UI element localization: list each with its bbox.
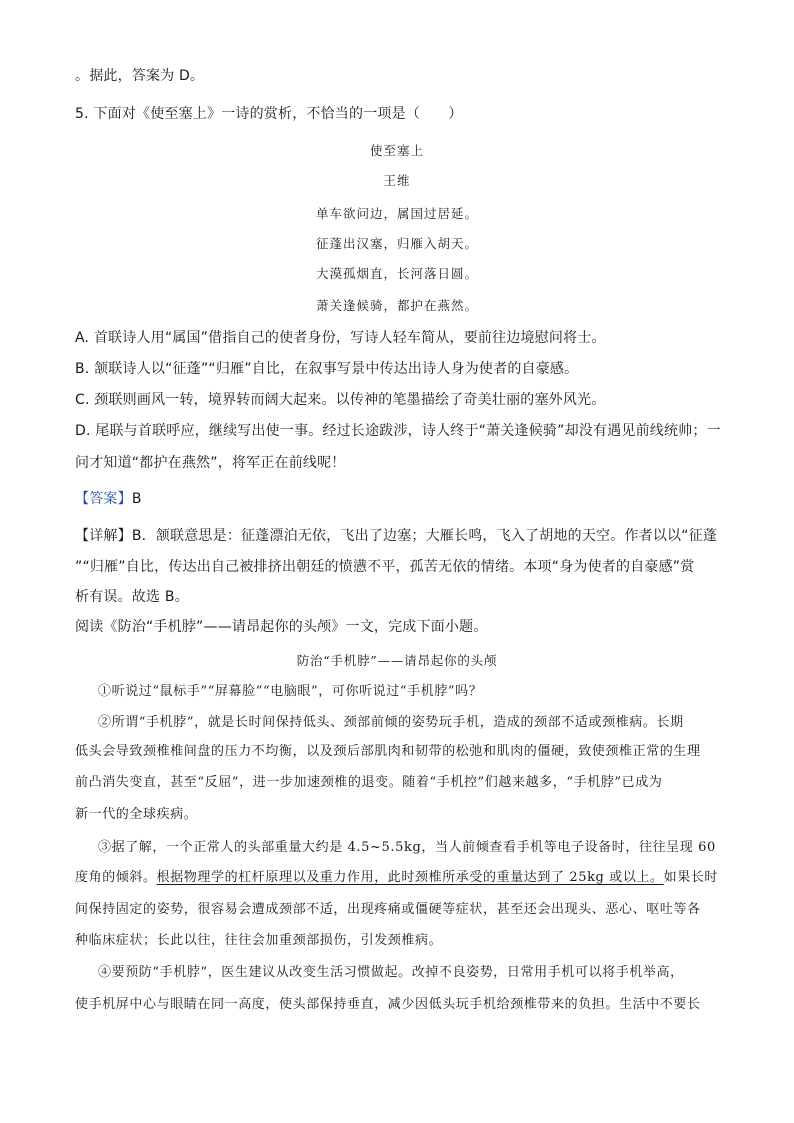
poem-author: 王维 (383, 173, 411, 188)
poem-line: 萧关逢候骑，都护在燕然。 (315, 298, 478, 313)
question-stem: 5. 下面对《使至塞上》一诗的赏析，不恰当的一项是（ ） (75, 106, 463, 122)
article-paragraph-3-line2 (75, 868, 718, 888)
explanation-line2: ”“归雁”自比，传达出自己被排挤出朝廷的愤懑不平，孤苦无依的情绪。本项“身为使者的自豪感”赏 (75, 559, 695, 575)
article-paragraph-1: ①听说过“鼠标手”“屏幕脸”“电脑眼”，可你听说过“手机脖”吗？ (98, 684, 483, 699)
option-a: A. 首联诗人用“属国”借指自己的使者身份，写诗人轻车简从，要前往边境慰问将士。 (75, 330, 606, 346)
article-paragraph-3-line4: 种临床症状；长此以往，往往会加重颈部损伤，引发颈椎病。 (75, 933, 443, 948)
poem-line: 单车欲问边，属国过居延。 (315, 206, 478, 221)
article-paragraph-2-line2: 低头会导致颈椎椎间盘的压力不均衡，以及颈后部肌肉和韧带的松弛和肌肉的僵硬，致使颈椎正常的生理 (75, 744, 701, 759)
option-d-line1: D. 尾联与首联呼应，继续写出使一事。经过长途跋涉，诗人终于“萧关逢候骑”却没有遇见前线统帅；一 (75, 423, 721, 439)
article-paragraph-2-line1: ②所谓“手机脖”，就是长时间保持低头、颈部前倾的姿势玩手机，造成的颈部不适或颈椎病。长期 (98, 715, 684, 730)
paragraph-3-text: 度角的倾斜。 (75, 870, 157, 885)
poem-title: 使至塞上 (369, 143, 424, 158)
option-b: B. 颔联诗人以“征蓬”“归雁”自比，在叙事写景中传达出诗人身为使者的自豪感。 (75, 361, 579, 377)
reading-intro: 阅读《防治“手机脖”——请昂起你的头颅》一文，完成下面小题。 (75, 619, 488, 635)
answer-value: B (131, 491, 142, 507)
paragraph-3-text: 如果长时 (663, 870, 719, 885)
option-c: C. 颈联则画风一转，境界转而阔大起来。以传神的笔墨描绘了奇美壮丽的塞外风光。 (75, 392, 606, 408)
explanation-tag: 【详解】 (75, 528, 132, 544)
poem-line: 征蓬出汉塞，归雁入胡天。 (315, 236, 478, 251)
article-title: 防治“手机脖”——请昂起你的头颅 (296, 653, 498, 668)
explanation-line3: 析有误。故选 B。 (75, 589, 189, 605)
answer-line (75, 489, 142, 509)
underlined-sentence: 根据物理学的杠杆原理以及重力作用，此时颈椎所承受的重量达到了 25kg 或以上。 (156, 870, 664, 885)
article-paragraph-2-line4: 新一代的全球疾病。 (75, 807, 198, 822)
explanation-line1 (75, 526, 717, 546)
article-paragraph-2-line3: 前凸消失变直，甚至“反屈”，进一步加速颈椎的退变。随着“手机控”们越来越多，“手机脖”已成为 (75, 775, 663, 790)
poem-line: 大漠孤烟直，长河落日圆。 (315, 266, 478, 281)
article-paragraph-4-line1: ④要预防“手机脖”，医生建议从改变生活习惯做起。改掉不良姿势，日常用手机可以将手机举高， (98, 965, 684, 980)
option-d-line2: 问才知道“都护在燕然”，将军正在前线呢！ (75, 455, 346, 471)
article-paragraph-3-line3: 间保持固定的姿势，很容易会遭成颈部不适，出现疼痛或僵硬等症状，甚至还会出现头、恶心、呕吐等各 (75, 902, 701, 917)
explanation-text: B．颔联意思是：征蓬漂泊无依，飞出了边塞；大雁长鸣，飞入了胡地的天空。作者以以“征蓬 (131, 528, 718, 544)
previous-answer-line: 。据此，答案为 D。 (75, 68, 205, 84)
answer-tag: 【答案】 (75, 491, 132, 507)
article-paragraph-4-line2: 使手机屏中心与眼睛在同一高度，使头部保持垂直，减少因低头玩手机给颈椎带来的负担。生活中不要长 (75, 997, 701, 1012)
article-paragraph-3-line1: ③据了解，一个正常人的头部重量大约是 4.5~5.5kg，当人前倾查看手机等电子设备时，往往呈现 60 (98, 840, 716, 855)
